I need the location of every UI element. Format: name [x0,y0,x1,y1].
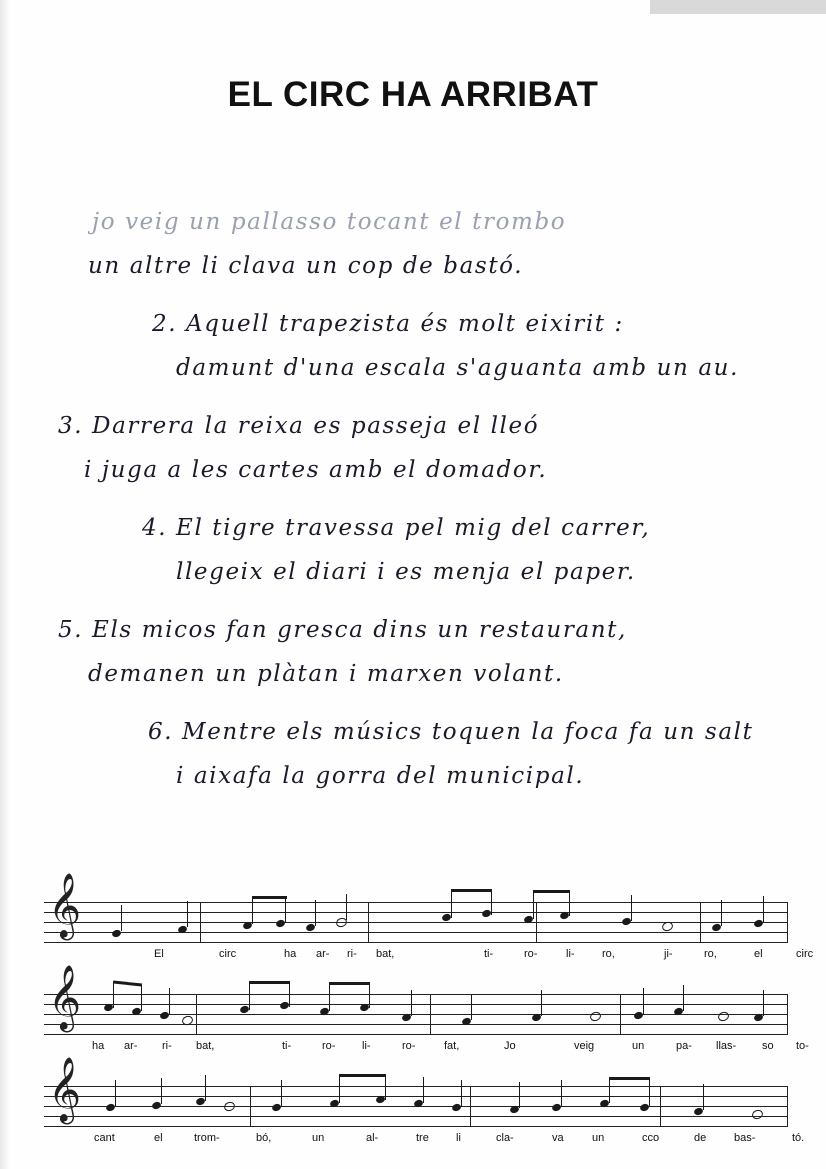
lyric-syllable: circ [796,948,814,960]
verse [0,404,826,492]
score-lyric-row [44,1132,805,1152]
note-stem [609,1077,610,1103]
note-stem [763,990,764,1016]
note-stem [369,982,370,1008]
staff-system [0,965,826,1070]
lyric-syllable: li- [362,1040,371,1052]
verse [0,608,826,696]
beam [533,890,570,893]
lyric-syllable: cco [642,1132,660,1144]
lyric-syllable: ti- [484,948,494,960]
lyric-syllable: un [632,1040,645,1052]
lyric-syllable: fat, [444,1040,460,1052]
note-stem [346,894,347,920]
lyric-syllable: ro, [704,948,717,960]
note-stem [519,1082,520,1108]
lyric-syllable: trom- [194,1132,220,1144]
note-stem [281,1080,282,1106]
note-stem [471,994,472,1020]
note-stem [631,895,632,921]
lyric-line: damunt d'una escala s'aguanta amb un au. [176,355,740,381]
note-stem [491,889,492,915]
lyric-syllable: so [762,1040,774,1052]
note-stem [115,1080,116,1106]
note-stem [121,905,122,931]
note-stem [252,898,253,924]
beam [252,896,287,899]
score-lyric-row [44,1040,809,1060]
lyric-line: un altre li clava un cop de bastó. [88,253,524,279]
beam [609,1077,650,1080]
note-stem [161,1078,162,1104]
barline [787,1086,788,1127]
lyric-syllable: ri- [347,948,357,960]
barline [196,994,197,1035]
lyric-syllable: el [754,948,763,960]
barline [368,902,369,943]
barline [700,902,701,943]
lyric-syllable: circ [219,948,237,960]
lyric-line: 4. El tigre travessa pel mig del carrer, [142,515,651,541]
note-stem [187,901,188,927]
note-stem [285,896,286,922]
lyric-line: 2. Aquell trapezista és molt eixirit : [152,311,624,337]
note-stem [169,988,170,1014]
lyric-line: 3. Darrera la reixa es passeja el lleó [58,413,540,439]
staff-system [0,873,826,978]
lyric-syllable: bó, [256,1132,272,1144]
note-stem [289,981,290,1007]
note-stem [763,896,764,922]
note-stem [643,988,644,1014]
lyric-syllable: ro- [402,1040,416,1052]
note-stem [649,1080,650,1106]
note-stem [533,893,534,919]
note-stem [451,892,452,918]
lyric-line: 5. Els micos fan gresca dins un restaurant, [58,617,627,643]
note-stem [461,1080,462,1106]
lyric-line: demanen un plàtan i marxen volant. [88,661,564,687]
verse [0,506,826,594]
barline [430,994,431,1035]
lyric-syllable: el [154,1132,163,1144]
lyric-syllable: ro, [602,948,615,960]
lyric-syllable: bat, [196,1040,215,1052]
lyric-syllable: ar- [316,948,330,960]
music-score [0,873,826,1166]
barline [787,902,788,943]
barline [470,1086,471,1127]
lyric-line: i juga a les cartes amb el domador. [84,457,548,483]
verse [0,200,826,288]
lyric-line: jo veig un pallasso tocant el trombo [92,209,567,235]
beam [339,1074,386,1077]
note-stem [339,1077,340,1103]
note-stem [141,985,142,1011]
lyric-syllable: pa- [676,1040,692,1052]
lyric-syllable: to- [796,1040,809,1052]
lyric-syllable: li- [566,948,575,960]
note-stem [569,890,570,916]
barline [620,994,621,1035]
lyric-syllable: veig [574,1040,595,1052]
lyric-syllable: al- [366,1132,379,1144]
lyric-syllable: El [154,948,164,960]
page-title: EL CIRC HA ARRIBAT [227,75,599,114]
lyric-syllable: cant [94,1132,115,1144]
lyric-syllable: ji- [664,948,673,960]
lyric-syllable: ar- [124,1040,138,1052]
lyric-syllable: tó. [792,1132,805,1144]
lyric-line: i aixafa la gorra del municipal. [176,763,585,789]
note-stem [683,985,684,1011]
treble-clef-icon: 𝄞 [48,965,82,1030]
note-stem [703,1084,704,1110]
lyric-syllable: llas- [716,1040,737,1052]
barline [536,902,537,943]
lyric-syllable: li [456,1132,461,1144]
barline [787,994,788,1035]
beam [249,981,290,984]
lyric-line: 6. Mentre els músics toquen la foca fa un salt [148,719,754,745]
note-stem [423,1077,424,1103]
lyric-syllable: cla- [496,1132,514,1144]
lyric-syllable: de [694,1132,707,1144]
score-lyric-row [44,948,814,968]
note-stem [113,982,114,1008]
barline [200,902,201,943]
note-stem [411,990,412,1016]
beam [451,889,492,892]
lyric-syllable: ro- [322,1040,336,1052]
barline [660,1086,661,1127]
note-stem [721,900,722,926]
verse [0,302,826,390]
note-stem [561,1080,562,1106]
note-stem [205,1075,206,1101]
lyric-syllable: tre [416,1132,429,1144]
verse [0,710,826,798]
lyrics-block [0,200,826,812]
lyric-syllable: un [312,1132,325,1144]
lyric-syllable: un [592,1132,605,1144]
lyric-syllable: bat, [376,948,395,960]
lyric-syllable: ri- [162,1040,172,1052]
beam [329,982,370,985]
scan-artifact-top [650,0,826,14]
note-stem [329,985,330,1011]
lyric-syllable: ti- [282,1040,292,1052]
note-stem [385,1074,386,1100]
note-stem [541,990,542,1016]
lyric-syllable: ro- [524,948,538,960]
lyric-syllable: va [552,1132,564,1144]
beam [113,980,142,986]
lyric-syllable: bas- [734,1132,756,1144]
staff-system [0,1057,826,1162]
note-stem [249,984,250,1010]
treble-clef-icon: 𝄞 [48,1057,82,1122]
lyric-syllable: ha [284,948,297,960]
lyric-syllable: Jo [504,1040,516,1052]
note-stem [315,900,316,926]
lyric-syllable: ha [92,1040,105,1052]
treble-clef-icon: 𝄞 [48,873,82,938]
staff-lines [44,902,788,942]
barline [250,1086,251,1127]
lyric-line: llegeix el diari i es menja el paper. [176,559,636,585]
